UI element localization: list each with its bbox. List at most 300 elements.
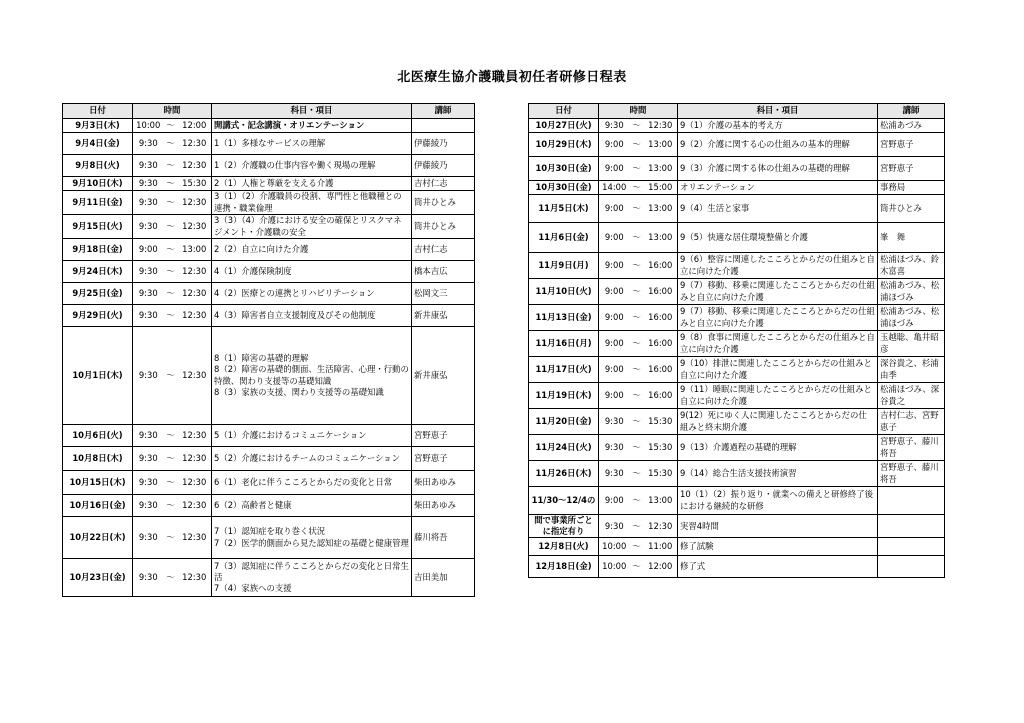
table-row (63, 447, 475, 471)
subject-line: 実習4時間 (680, 520, 719, 531)
subject-line: 9（4）生活と家事 (680, 202, 750, 213)
start-time: 9:30 (133, 495, 164, 517)
instructor-name: 宮野恵子 (412, 447, 475, 471)
subject-line: 6（1）老化に伴うこころとからだの変化と日常 (214, 476, 393, 487)
schedule-date: 11月26日(木) (529, 461, 599, 487)
subject-cell (678, 383, 878, 409)
schedule-date: 11月24日(火) (529, 435, 599, 461)
table-row (529, 487, 945, 515)
schedule-date: 10月1日(木) (63, 327, 133, 425)
start-time: 9:00 (599, 487, 630, 515)
subject-line: 9（7）移動、移乗に関連したこころとからだの仕組みと自立に向けた介護 (680, 280, 875, 302)
schedule-date: 11月16日(月) (529, 331, 599, 357)
schedule-date: 11月13日(金) (529, 305, 599, 331)
time-separator: 〜 (630, 556, 644, 578)
start-time: 9:30 (133, 327, 164, 425)
header-instructor: 講師 (412, 104, 475, 119)
table-row (63, 283, 475, 305)
start-time: 9:30 (599, 409, 630, 435)
table-row (529, 538, 945, 556)
schedule-date: 9月24日(木) (63, 261, 133, 283)
table-row (63, 517, 475, 559)
instructor-name: 宮野恵子、藤川将吾 (878, 435, 945, 461)
time-separator: 〜 (630, 331, 644, 357)
subject-line: 9（7）移動、移乗に関連したこころとからだの仕組みと自立に向けた介護 (680, 306, 875, 328)
schedule-date: 9月25日(金) (63, 283, 133, 305)
table-row (529, 461, 945, 487)
subject-cell (678, 538, 878, 556)
instructor-name: 玉越聡、亀井昭彦 (878, 331, 945, 357)
time-separator: 〜 (164, 471, 178, 495)
subject-cell (678, 487, 878, 515)
schedule-date: 9月4日(金) (63, 133, 133, 155)
subject-line: オリエンテーション (680, 181, 755, 192)
end-time: 12:30 (178, 215, 212, 239)
start-time: 9:00 (599, 331, 630, 357)
subject-line: 開講式・記念講演・オリエンテーション (214, 119, 365, 130)
end-time: 12:30 (178, 327, 212, 425)
instructor-name: 橋本吉広 (412, 261, 475, 283)
subject-cell (678, 279, 878, 305)
schedule-date: 10月30日(金) (529, 181, 599, 195)
subject-cell (678, 223, 878, 253)
subject-line: 3（3）（4）介護における安全の確保とリスクマネジメント・介護職の安全 (214, 215, 402, 237)
subject-cell (678, 157, 878, 181)
schedule-date: 10月22日(木) (63, 517, 133, 559)
table-row (529, 181, 945, 195)
table-row (529, 435, 945, 461)
end-time: 13:00 (644, 487, 678, 515)
subject-cell (212, 155, 412, 177)
end-time: 13:00 (644, 133, 678, 157)
table-row (63, 425, 475, 447)
end-time: 15:00 (644, 181, 678, 195)
end-time: 12:30 (178, 447, 212, 471)
table-row (529, 556, 945, 578)
subject-cell (678, 515, 878, 538)
instructor-name: 伊藤綾乃 (412, 155, 475, 177)
subject-cell (212, 327, 412, 425)
start-time: 9:30 (133, 305, 164, 327)
header-instructor: 講師 (878, 104, 945, 119)
subject-line: 9（2）介護に関する心の仕組みの基本的理解 (680, 138, 850, 149)
subject-line: 修了試験 (680, 541, 714, 552)
time-separator: 〜 (164, 447, 178, 471)
time-separator: 〜 (164, 215, 178, 239)
subject-cell (212, 261, 412, 283)
table-row (529, 515, 945, 538)
start-time: 9:00 (599, 195, 630, 223)
table-row (529, 133, 945, 157)
time-separator: 〜 (630, 515, 644, 538)
time-separator: 〜 (630, 195, 644, 223)
start-time: 9:30 (599, 119, 630, 133)
subject-line: 1（2）介護職の仕事内容や働く現場の理解 (214, 159, 376, 170)
subject-cell (678, 435, 878, 461)
time-separator: 〜 (630, 461, 644, 487)
time-separator: 〜 (630, 409, 644, 435)
start-time: 9:30 (133, 447, 164, 471)
table-row (63, 327, 475, 425)
subject-cell (212, 447, 412, 471)
schedule-date: 10月29日(木) (529, 133, 599, 157)
instructor-name: 松岡文三 (412, 283, 475, 305)
end-time: 12:00 (644, 556, 678, 578)
time-separator: 〜 (630, 383, 644, 409)
subject-cell (678, 133, 878, 157)
instructor-name: 吉村仁志、宮野恵子 (878, 409, 945, 435)
time-separator: 〜 (630, 253, 644, 279)
subject-cell (212, 283, 412, 305)
subject-line: 4（1）介護保険制度 (214, 265, 292, 276)
end-time: 12:00 (178, 119, 212, 133)
instructor-name: 新井康弘 (412, 305, 475, 327)
header-subject: 科目・項目 (678, 104, 878, 119)
instructor-name: 松浦ほづみ、深谷貴之 (878, 383, 945, 409)
table-row (63, 119, 475, 133)
end-time: 16:00 (644, 331, 678, 357)
subject-cell (678, 409, 878, 435)
start-time: 9:00 (599, 305, 630, 331)
end-time: 12:30 (644, 515, 678, 538)
instructor-name: 深谷貴之、杉浦由季 (878, 357, 945, 383)
subject-cell (212, 119, 412, 133)
schedule-date: 11月6日(金) (529, 223, 599, 253)
subject-cell (678, 119, 878, 133)
instructor-name: 宮野恵子 (878, 157, 945, 181)
instructor-name: 宮野恵子、藤川将吾 (878, 461, 945, 487)
header-subject: 科目・項目 (212, 104, 412, 119)
schedule-date: 9月18日(金) (63, 239, 133, 261)
subject-line: 2（1）人権と尊厳を支える介護 (214, 177, 334, 188)
end-time: 15:30 (178, 177, 212, 191)
time-separator: 〜 (630, 157, 644, 181)
start-time: 10:00 (599, 556, 630, 578)
subject-cell (212, 305, 412, 327)
time-separator: 〜 (630, 119, 644, 133)
start-time: 9:30 (133, 261, 164, 283)
time-separator: 〜 (164, 133, 178, 155)
end-time: 15:30 (644, 409, 678, 435)
subject-line: 9（11）睡眠に関連したこころとからだの仕組みと自立に向けた介護 (680, 384, 872, 406)
table-row (529, 331, 945, 357)
start-time: 9:00 (599, 133, 630, 157)
start-time: 10:00 (599, 538, 630, 556)
time-separator: 〜 (164, 191, 178, 215)
table-row (63, 559, 475, 597)
time-separator: 〜 (164, 239, 178, 261)
instructor-name: 柴田あゆみ (412, 495, 475, 517)
subject-line: 1（1）多様なサービスの理解 (214, 137, 326, 148)
end-time: 12:30 (178, 425, 212, 447)
start-time: 9:30 (133, 517, 164, 559)
schedule-date: 11月19日(木) (529, 383, 599, 409)
start-time: 9:30 (133, 191, 164, 215)
time-separator: 〜 (164, 559, 178, 597)
subject-cell (212, 177, 412, 191)
subject-cell (678, 305, 878, 331)
schedule-date: 10月23日(金) (63, 559, 133, 597)
subject-cell (212, 495, 412, 517)
schedule-date: 9月11日(金) (63, 191, 133, 215)
end-time: 16:00 (644, 305, 678, 331)
instructor-name: 吉村仁志 (412, 177, 475, 191)
start-time: 10:00 (133, 119, 164, 133)
subject-line: 10（1）（2）振り返り・就業への備えと研修終了後における継続的な研修 (680, 489, 873, 511)
table-row (529, 119, 945, 133)
table-row (63, 133, 475, 155)
end-time: 13:00 (644, 157, 678, 181)
schedule-date: 9月29日(火) (63, 305, 133, 327)
subject-line: 6（2）高齢者と健康 (214, 499, 292, 510)
end-time: 12:30 (178, 517, 212, 559)
instructor-name (878, 487, 945, 515)
schedule-date: 11/30〜12/4の (529, 487, 599, 515)
table-row (529, 279, 945, 305)
instructor-name: 柴田あゆみ (412, 471, 475, 495)
time-separator: 〜 (164, 305, 178, 327)
end-time: 12:30 (644, 119, 678, 133)
schedule-date: 10月8日(木) (63, 447, 133, 471)
instructor-name: 事務局 (878, 181, 945, 195)
schedule-date: 10月27日(火) (529, 119, 599, 133)
table-row (63, 155, 475, 177)
start-time: 9:30 (133, 283, 164, 305)
end-time: 12:30 (178, 155, 212, 177)
table-row (63, 215, 475, 239)
table-row (63, 239, 475, 261)
instructor-name: 宮野恵子 (412, 425, 475, 447)
table-row (529, 383, 945, 409)
subject-cell (678, 357, 878, 383)
subject-line: 8（2）障害の基礎的側面、生活障害、心理・行動の特徴、関わり支援等の基礎知識 (214, 364, 409, 386)
time-separator: 〜 (630, 223, 644, 253)
time-separator: 〜 (630, 538, 644, 556)
end-time: 16:00 (644, 253, 678, 279)
page-title: 北医療生協介護職員初任者研修日程表 (397, 70, 627, 85)
schedule-date: 11月17日(火) (529, 357, 599, 383)
table-row (63, 471, 475, 495)
subject-line: 8（1）障害の基礎的理解 (214, 353, 309, 364)
schedule-date: 10月15日(木) (63, 471, 133, 495)
table-row (529, 223, 945, 253)
table-row (63, 305, 475, 327)
start-time: 9:00 (599, 383, 630, 409)
instructor-name: 新井康弘 (412, 327, 475, 425)
table-row (529, 409, 945, 435)
subject-cell (212, 191, 412, 215)
instructor-name: 吉村仁志 (412, 239, 475, 261)
subject-cell (678, 556, 878, 578)
subject-line: 修了式 (680, 561, 706, 572)
end-time: 12:30 (178, 133, 212, 155)
start-time: 9:00 (599, 223, 630, 253)
subject-cell (212, 425, 412, 447)
subject-line: 5（2）介護におけるチームのコミュニケーション (214, 452, 401, 463)
subject-cell (678, 331, 878, 357)
instructor-name: 筒井ひとみ (878, 195, 945, 223)
subject-cell (212, 471, 412, 495)
subject-line: 9（5）快適な居住環境整備と介護 (680, 231, 808, 242)
schedule-date: 11月9日(月) (529, 253, 599, 279)
instructor-name: 宮野恵子 (878, 133, 945, 157)
start-time: 9:00 (599, 253, 630, 279)
header-date: 日付 (63, 104, 133, 119)
start-time: 9:30 (599, 515, 630, 538)
instructor-name (412, 119, 475, 133)
start-time: 9:30 (133, 425, 164, 447)
schedule-date: 10月30日(金) (529, 157, 599, 181)
table-row (63, 191, 475, 215)
table-header-row (63, 104, 475, 119)
subject-line: 9（3）介護に関する体の仕組みの基礎的理解 (680, 162, 850, 173)
start-time: 9:30 (133, 155, 164, 177)
time-separator: 〜 (630, 435, 644, 461)
end-time: 12:30 (178, 495, 212, 517)
time-separator: 〜 (164, 425, 178, 447)
instructor-name: 吉田美加 (412, 559, 475, 597)
start-time: 9:00 (599, 279, 630, 305)
schedule-date: 9月3日(木) (63, 119, 133, 133)
schedule-date: 9月15日(火) (63, 215, 133, 239)
subject-cell (678, 461, 878, 487)
subject-line: 9(12）死にゆく人に関連したこころとからだの仕組みと終末期介護 (680, 410, 867, 432)
header-time: 時間 (599, 104, 678, 119)
table-row (529, 357, 945, 383)
time-separator: 〜 (630, 305, 644, 331)
subject-line: 4（2）医療との連携とリハビリテーション (214, 287, 375, 298)
end-time: 12:30 (178, 471, 212, 495)
header-time: 時間 (133, 104, 212, 119)
instructor-name: 松浦あづみ (878, 119, 945, 133)
subject-line: 9（6）整容に関連したこころとからだの仕組みと自立に向けた介護 (680, 254, 875, 276)
schedule-date: 11月10日(火) (529, 279, 599, 305)
subject-line: 7（2）医学的側面から見た認知症の基礎と健康管理 (214, 537, 409, 548)
subject-line: 9（13）介護過程の基礎的理解 (680, 441, 797, 452)
schedule-date: 間で事業所ごとに指定有り (529, 515, 599, 538)
instructor-name: 松浦あづみ、松浦ほづみ (878, 279, 945, 305)
time-separator: 〜 (630, 487, 644, 515)
subject-line: 9（8）食事に関連したこころとからだの仕組みと自立に向けた介護 (680, 332, 875, 354)
time-separator: 〜 (164, 517, 178, 559)
time-separator: 〜 (164, 155, 178, 177)
end-time: 13:00 (644, 223, 678, 253)
schedule-date: 11月5日(木) (529, 195, 599, 223)
end-time: 16:00 (644, 357, 678, 383)
instructor-name: 松浦ほづみ、鈴木富喜 (878, 253, 945, 279)
schedule-date: 10月6日(火) (63, 425, 133, 447)
time-separator: 〜 (630, 133, 644, 157)
subject-cell (678, 181, 878, 195)
time-separator: 〜 (164, 283, 178, 305)
time-separator: 〜 (630, 357, 644, 383)
subject-cell (212, 239, 412, 261)
end-time: 12:30 (178, 559, 212, 597)
schedule-table-left (62, 103, 475, 597)
end-time: 13:00 (644, 195, 678, 223)
subject-line: 7（1）認知症を取り巻く状況 (214, 526, 326, 537)
end-time: 15:30 (644, 461, 678, 487)
schedule-date: 9月8日(火) (63, 155, 133, 177)
schedule-date: 11月20日(金) (529, 409, 599, 435)
start-time: 9:30 (133, 133, 164, 155)
table-row (529, 157, 945, 181)
time-separator: 〜 (630, 181, 644, 195)
table-row (529, 305, 945, 331)
instructor-name: 松浦あづみ、松浦ほづみ (878, 305, 945, 331)
table-row (63, 495, 475, 517)
instructor-name: 筒井ひとみ (412, 191, 475, 215)
schedule-table-right (528, 103, 945, 578)
schedule-date: 10月16日(金) (63, 495, 133, 517)
start-time: 9:30 (599, 461, 630, 487)
end-time: 12:30 (178, 305, 212, 327)
start-time: 9:30 (133, 177, 164, 191)
subject-cell (212, 215, 412, 239)
start-time: 9:00 (133, 239, 164, 261)
instructor-name (878, 515, 945, 538)
subject-line: 7（4）家族への支援 (214, 583, 292, 594)
subject-cell (678, 253, 878, 279)
subject-line: 5（1）介護におけるコミュニケーション (214, 429, 367, 440)
table-row (63, 177, 475, 191)
time-separator: 〜 (164, 327, 178, 425)
schedule-date: 9月10日(木) (63, 177, 133, 191)
subject-line: 7（3）認知症に伴うこころとからだの変化と日常生活 (214, 560, 409, 582)
end-time: 13:00 (178, 239, 212, 261)
subject-line: 2（2）自立に向けた介護 (214, 243, 309, 254)
subject-cell (678, 195, 878, 223)
time-separator: 〜 (164, 495, 178, 517)
time-separator: 〜 (164, 119, 178, 133)
schedule-date: 12月8日(火) (529, 538, 599, 556)
subject-line: 9（1）介護の基本的考え方 (680, 119, 783, 130)
subject-cell (212, 133, 412, 155)
start-time: 9:30 (133, 471, 164, 495)
time-separator: 〜 (164, 177, 178, 191)
table-header-row (529, 104, 945, 119)
time-separator: 〜 (164, 261, 178, 283)
end-time: 16:00 (644, 383, 678, 409)
time-separator: 〜 (630, 279, 644, 305)
subject-line: 3（1）（2）介護職員の役割、専門性と他職種との連携・職業倫理 (214, 191, 402, 213)
subject-line: 9（14）総合生活支援技術演習 (680, 467, 797, 478)
start-time: 9:00 (599, 157, 630, 181)
start-time: 9:30 (133, 559, 164, 597)
instructor-name: 峯 舞 (878, 223, 945, 253)
start-time: 9:00 (599, 357, 630, 383)
schedule-date: 12月18日(金) (529, 556, 599, 578)
end-time: 12:30 (178, 283, 212, 305)
instructor-name: 藤川将吾 (412, 517, 475, 559)
subject-cell (212, 559, 412, 597)
instructor-name (878, 538, 945, 556)
subject-line: 8（3）家族の支援、関わり支援等の基礎知識 (214, 386, 384, 397)
instructor-name (878, 556, 945, 578)
table-row (529, 195, 945, 223)
table-row (63, 261, 475, 283)
table-row (529, 253, 945, 279)
header-date: 日付 (529, 104, 599, 119)
subject-cell (212, 517, 412, 559)
end-time: 12:30 (178, 261, 212, 283)
end-time: 15:30 (644, 435, 678, 461)
start-time: 14:00 (599, 181, 630, 195)
end-time: 16:00 (644, 279, 678, 305)
start-time: 9:30 (133, 215, 164, 239)
subject-line: 4（3）障害者自立支援制度及びその他制度 (214, 309, 376, 320)
instructor-name: 筒井ひとみ (412, 215, 475, 239)
